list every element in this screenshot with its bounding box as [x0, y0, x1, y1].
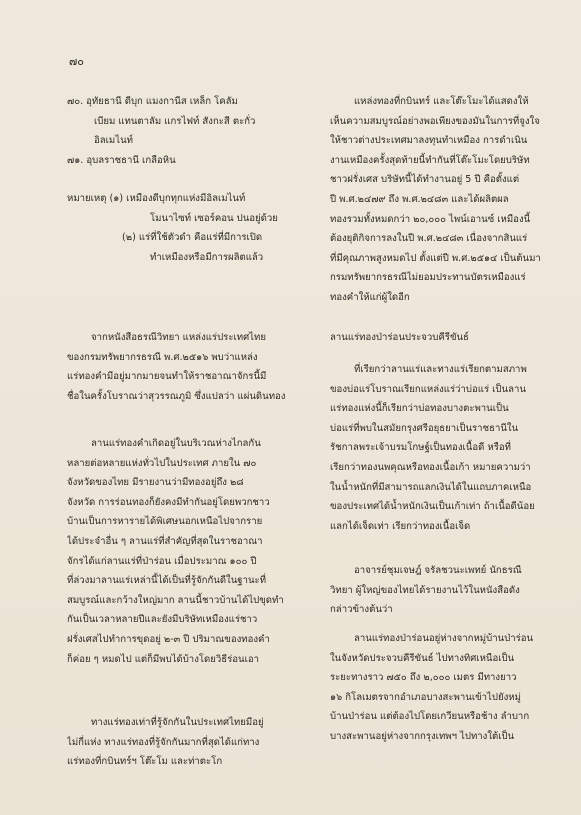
paragraph [330, 629, 560, 747]
paragraph-line: ของบ่อแร่โบราณเรียกแหล่งแร่ว่าบ่อแร่ เป็นลาน [330, 383, 526, 395]
paragraph-line: แหล่งทองที่กบินทร์ และโต๊ะโมะได้แสดงให้ [354, 96, 529, 107]
paragraph-line: บางสะพานอยู่ห่างจากกรุงเทพฯ ไปทางใต้เป็น [330, 730, 515, 742]
paragraph-line: เรียกว่าทองนพคุณหรือทองเนื้อเก้า หมายความว่า [330, 461, 531, 473]
paragraph-line: กล่าวข้างต้นว่า [330, 604, 393, 616]
heading-text: ลานแร่ทองป่าร่อนประจวบคีรีขันธ์ [330, 332, 469, 343]
paragraph-line: ที่มีคุณภาพสูงหมดไป ตั้งแต่ปี พ.ศ.๒๕๑๔ เป็นต้นมา [330, 252, 541, 264]
paragraph-line: ระยะทางราว ๗๕๐ ถึง ๒,๐๐๐ เมตร มีทางยาว [330, 672, 517, 684]
paragraph-line: ของกรมทรัพยากรธรณี พ.ศ.๒๕๑๖ พบว่าแหล่ง [67, 351, 258, 363]
paragraph-line: ๑๖ กิโลเมตรจากอำเภอบางสะพานเข้าไปยังหมู่ [330, 691, 521, 703]
note-line: (๒) แร่ที่ใช้ตัวดำ คือแร่ที่มีการเปิด [122, 232, 263, 244]
paragraph-line: ในจังหวัดประจวบคีรีขันธ์ ไปทางทิศเหนือเป็น [330, 652, 515, 664]
paragraph-line: แร่ทองแห่งนี้ก็เรียกว่าบ่อทองบางตะพานเป็น [330, 403, 509, 415]
list-item-cont: อิลเมไนท์ [94, 135, 133, 147]
paragraph-line: กันเป็นเวลาหลายปีและยังมีบริษัทเหมืองแร่ชาว [67, 614, 258, 626]
paragraph-line: ชื่อในครั้งโบราณว่าสุวรรณภูมิ ซึ่งแปลว่า แผ่นดินทอง [67, 390, 286, 402]
paragraph-line: จักรได้แก่ลานแร่ที่ป่าร่อน เมื่อประมาณ ๑๐๐ ปี [67, 555, 257, 567]
paragraph-line: ก็ค่อย ๆ หมดไป แต่ก็มีพบได้บ้างโดยวิธีร่อนเอา [67, 653, 260, 665]
paragraph-line: ทองรวมทั้งหมดกว่า ๒๐,๐๐๐ ไพน์เอานซ์ เหมืองนี้ [330, 213, 531, 225]
paragraph-line: แร่ทองคำมีอยู่มากมายจนทำให้ราชอาณาจักรนี้มี [67, 371, 267, 383]
note-line: โมนาไซท์ เซอร์คอน ปนอยู่ด้วย [150, 212, 278, 224]
paragraph-line: ทางแร่ทองเท่าที่รู้จักกันในประเทศไทยมีอยู่ [91, 717, 264, 728]
mineral-list [67, 92, 307, 170]
paragraph-line: แลกได้เจ็ดเท่า เรียกว่าทองเนื้อเจ็ด [330, 520, 471, 532]
paragraph-line: ที่เรียกว่าลานแร่และทางแร่เรียกตามสภาพ [354, 364, 527, 375]
paragraph-line: ให้ชาวต่างประเทศมาลงทุนทำเหมือง การดำเนิน [330, 135, 528, 147]
paragraph-line: จากหนังสือธรณีวิทยา แหล่งแร่ประเทศไทย [91, 332, 266, 343]
footnote [67, 189, 307, 267]
section-heading [330, 328, 560, 348]
paragraph-line: งานเหมืองครั้งสุดท้ายนี้ทำกันที่โต๊ะโมะโดยบริษัท [330, 154, 530, 166]
paragraph-line: ชาวฝรั่งเศส บริษัทนี้ได้ทำงานอยู่ 5 ปี คือตั้งแต่ [330, 174, 520, 186]
paragraph-line: แร่ทองที่กบินทร์ฯ โต๊ะโม และท่าตะโก [67, 756, 223, 768]
paragraph-line: เห็นความสมบูรณ์อย่างพอเพียงของมันในการที่จูงใจ [330, 115, 540, 127]
paragraph-line: กรมทรัพยากรธรณีไม่ยอมประทานบัตรเหมืองแร่ [330, 272, 526, 284]
paragraph [67, 328, 307, 406]
paragraph [330, 360, 560, 536]
paragraph-line: สมบูรณ์และกว้างใหญ่มาก ลานนี้ชาวบ้านได้ไปขุดทำ [67, 594, 284, 606]
page-number: ๗๐ [69, 55, 84, 68]
paragraph [330, 92, 560, 308]
paragraph-line: ในน้ำหนักที่มีสามารถแลกเงินได้ในแถบภาคเหนือ [330, 481, 532, 493]
paragraph-line: ได้ประจำอื่น ๆ ลานแร่ที่สำคัญที่สุดในราชอาณา [67, 535, 263, 547]
paragraph-line: วิทยา ผู้ใหญ่ของไทยได้รายงานไว้ในหนังสือดัง [330, 584, 520, 596]
paragraph-line: บ้านป่าร่อน แต่ต้องไปโดยเกวียนหรือช้าง ลำบาก [330, 711, 530, 723]
paragraph-line: จังหวัดของไทย มีรายงานว่ามีทองอยู่ถึง ๒๘ [67, 477, 244, 489]
paragraph-line: รัชกาลพระเจ้าบรมโกษฐ์เป็นทองเนื้อดี หรือที่ [330, 442, 511, 454]
paragraph [330, 561, 560, 620]
paragraph-line: ลานแร่ทองคำเกิดอยู่ในบริเวณห่างไกลกัน [91, 438, 261, 449]
paragraph-line: ลานแร่ทองป่าร่อนอยู่ห่างจากหมู่บ้านป่าร่อน [354, 633, 534, 644]
list-item: ๗๐. อุทัยธานี ดีบุก แมงกานีส เหล็ก โคลัม [67, 96, 238, 107]
paragraph-line: ไม่กี่แห่ง ทางแร่ทองที่รู้จักกันมากที่สุดได้แก่ทาง [67, 736, 260, 748]
paragraph-line: ฝรั่งเศสไปทำการขุดอยู่ ๒-๓ ปี ปริมาณของทองคำ [67, 633, 270, 645]
paragraph-line: หลายต่อหลายแห่งทั่วไปในประเทศ ภายใน ๗๐ [67, 457, 257, 469]
paragraph-line: ปี พ.ศ.๒๔๗๙ ถึง พ.ศ.๒๔๘๓ และได้ผลิตผล [330, 193, 509, 205]
list-item-cont: เบียม แทนตาลัม แกรไฟท์ สังกะสี ตะกั่ว [94, 115, 256, 127]
paragraph-line: ของประเทศได้น้ำหนักเงินเป็นเก้าเท่า ถ้าเนื้อดีน้อย [330, 501, 535, 513]
paragraph-line: จังหวัด การร่อนทองก็ยังคงมีทำกันอยู่โดยพวกชาว [67, 496, 270, 508]
paragraph-line: บ้านเป็นการหารายได้พิเศษนอกเหนือไปจากราย [67, 516, 263, 528]
note-line: ทำเหมืองหรือมีการผลิตแล้ว [150, 251, 264, 263]
paragraph-line: ทองคำให้แก่ผู้ใดอีก [330, 291, 410, 303]
paragraph-line: บ่อแร่ที่พบในสมัยกรุงศรีอยุธยาเป็นราชธานีใน [330, 422, 519, 434]
paragraph-line: ที่ล่วงมาลานแร่เหล่านี้ได้เป็นที่รู้จักกันดีในฐานะที่ [67, 575, 267, 587]
paragraph [67, 713, 307, 772]
note-line: หมายเหตุ (๑) เหมืองดีบุกทุกแห่งมีอิลเมไนท์ [67, 193, 246, 204]
paragraph [67, 434, 307, 669]
paragraph-line: อาจารย์ชุมเจษฎ์ จรัลชวนะเพทย์ นักธรณี [354, 565, 522, 576]
list-item: ๗๑. อุบลราชธานี เกลือหิน [67, 154, 176, 166]
paragraph-line: ต้องยุติกิจการลงในปี พ.ศ.๒๔๘๓ เนื่องจากสินแร่ [330, 233, 528, 245]
